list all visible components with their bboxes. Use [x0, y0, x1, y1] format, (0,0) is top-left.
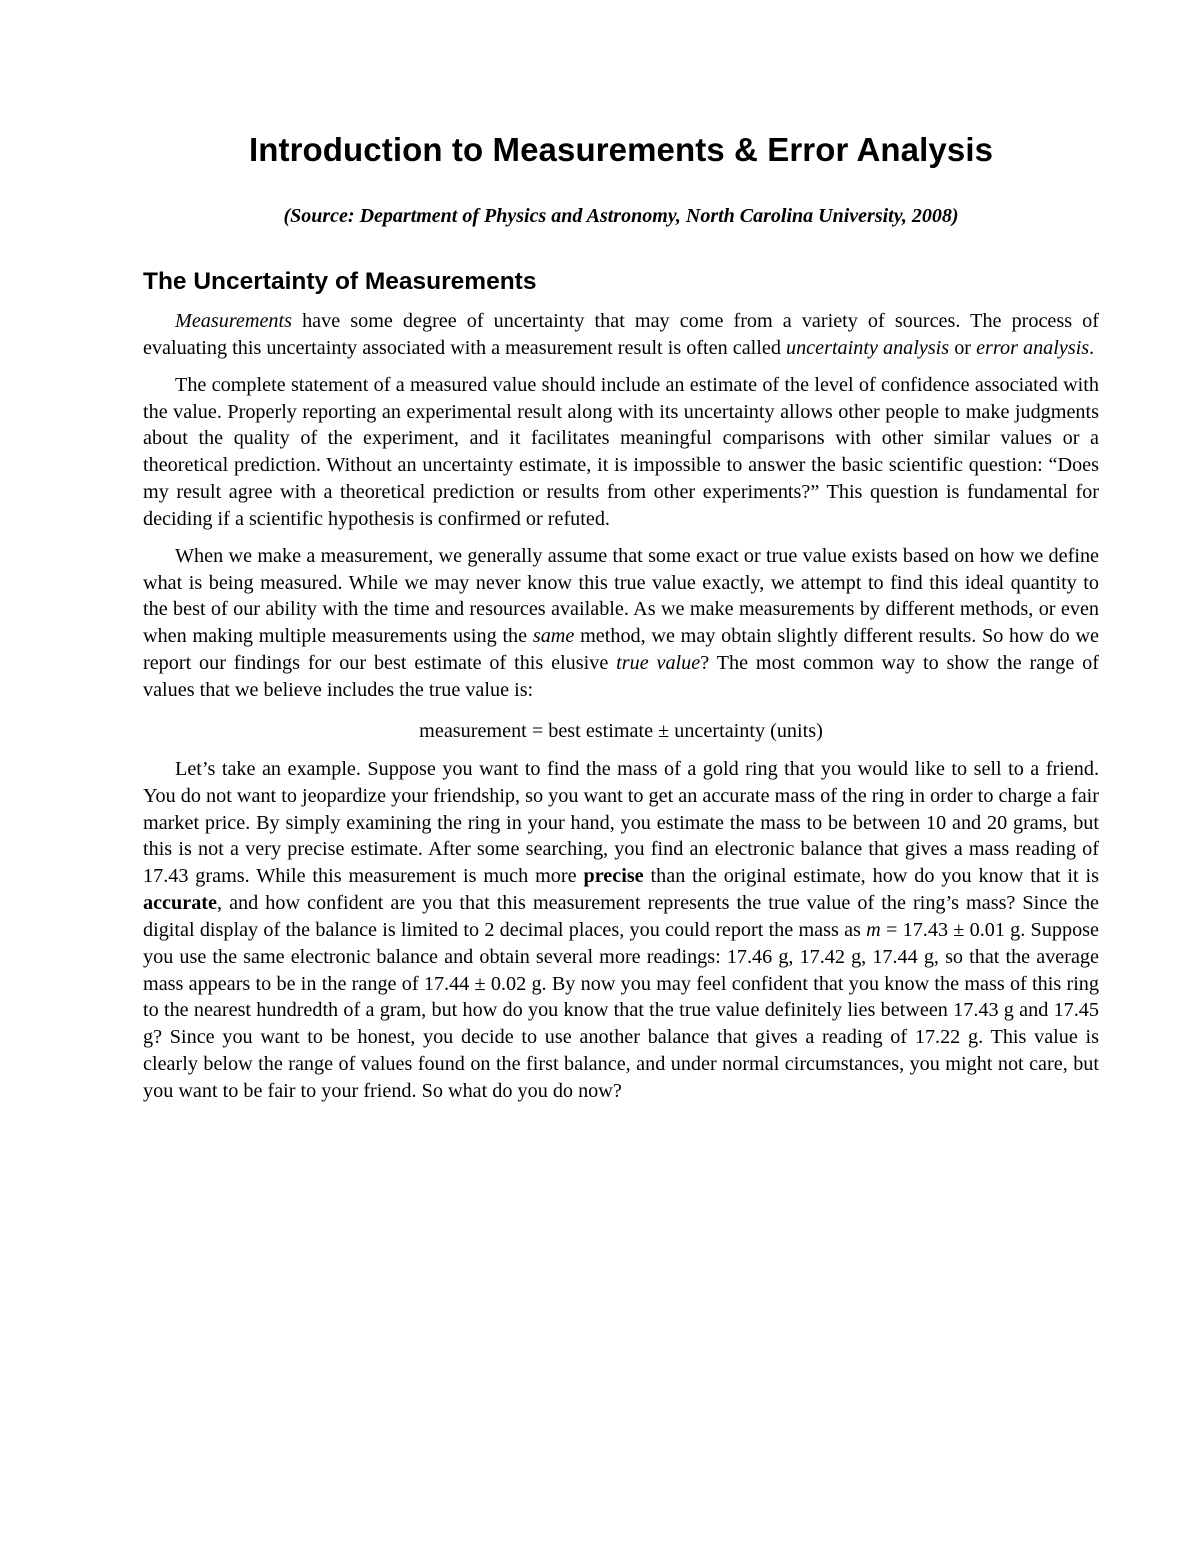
paragraph-4-text-b: than the original estimate, how do you know that it is	[643, 865, 1099, 888]
paragraph-1-term-measurements: Measurements	[175, 310, 292, 332]
section-heading: The Uncertainty of Measurements	[143, 268, 537, 295]
paragraph-4-text-d: = 17.43 ± 0.01 g. Suppose you use the same electronic balance and obtain several more readings: 17.46 g, 17.42 g, 17.44 g, so that the average mass appears to be in the range of 17.44 ± 0.02 g. By now you may feel confident that you know the mass of this ring to the nearest hundredth of a gram, but how do you know that the true value definitely lies between 17.43 g and 17.45 g? Since you want to be honest, you decide to use another balance that gives a reading of 17.22 g. This value is clearly below the range of values found on the first balance, and under normal circumstances, you might not care, but you want to be fair to your friend. So what do you do now?	[143, 918, 1099, 1102]
paragraph-1-term-error-analysis: error analysis	[976, 336, 1090, 359]
paragraph-3-term-same: same	[532, 625, 575, 648]
paragraph-4-symbol-m: m	[866, 918, 881, 941]
paragraph-4-text-a: Let’s take an example. Suppose you want to find the mass of a gold ring that you would like to sell to a friend. You do not want to jeopardize your friendship, so you want to get an accurate mass of the ring in order to charge a fair market price. By simply examining the ring in your hand, you estimate the mass to be between 10 and 20 grams, but this is not a very precise estimate. After some searching, you find an electronic balance that gives a mass reading of 17.43 grams. While this measurement is much more	[143, 757, 1099, 888]
paragraph-3-text-b: method, we may obtain slightly different results. So how do we report our findings for our best estimate of this elusive	[143, 625, 1100, 675]
source-citation: (Source: Department of Physics and Astronomy, North Carolina University, 2008)	[283, 205, 959, 227]
paragraph-1-text-a: have some degree of uncertainty that may come from a variety of sources. The process of evaluating this uncertainty associated with a measurement result is often called	[143, 310, 1099, 359]
paragraph-1	[143, 308, 1099, 362]
paragraph-4	[143, 756, 1099, 1105]
paragraph-4-term-accurate: accurate	[143, 892, 217, 915]
paragraph-2: The complete statement of a measured value should include an estimate of the level of confidence associated with the value. Properly reporting an experimental result along with its uncertainty allows other people to make judgments about the quality of the experiment, and it facilitates meaningful comparisons with other similar values or a theoretical prediction. Without an uncertainty estimate, it is impossible to answer the basic scientific question: “Does my result agree with a theoretical prediction or results from other experiments?” This question is fundamental for deciding if a scientific hypothesis is confirmed or refuted.	[143, 373, 1099, 530]
paragraph-3-text-c: ? The most common way to show the range of values that we believe includes the true value is:	[143, 652, 1099, 701]
paragraph-1-term-uncertainty-analysis: uncertainty analysis	[785, 336, 950, 359]
paragraph-3-text-a: When we make a measurement, we generally assume that some exact or true value exists based on how we define what is being measured. While we may never know this true value exactly, we attempt to find this ideal quantity to the best of our ability with the time and resources available. As we make measurements by different methods, or even when making multiple measurements using the	[143, 544, 1099, 648]
paragraph-4-term-precise: precise	[583, 865, 644, 888]
page-content	[143, 128, 1099, 1105]
document-title: Introduction to Measurements & Error Analysis	[248, 131, 994, 168]
measurement-equation: measurement = best estimate ± uncertainty (units)	[419, 719, 823, 742]
paragraph-1-text-c: .	[1089, 336, 1095, 359]
paragraph-3	[143, 543, 1099, 704]
paragraph-4-text-c: , and how confident are you that this measurement represents the true value of the ring’s mass? Since the digital display of the balance is limited to 2 decimal places, you could report the mass as	[143, 892, 1099, 941]
paragraph-3-term-true-value: true value	[616, 652, 701, 675]
paragraph-1-text-b: or	[949, 336, 977, 359]
